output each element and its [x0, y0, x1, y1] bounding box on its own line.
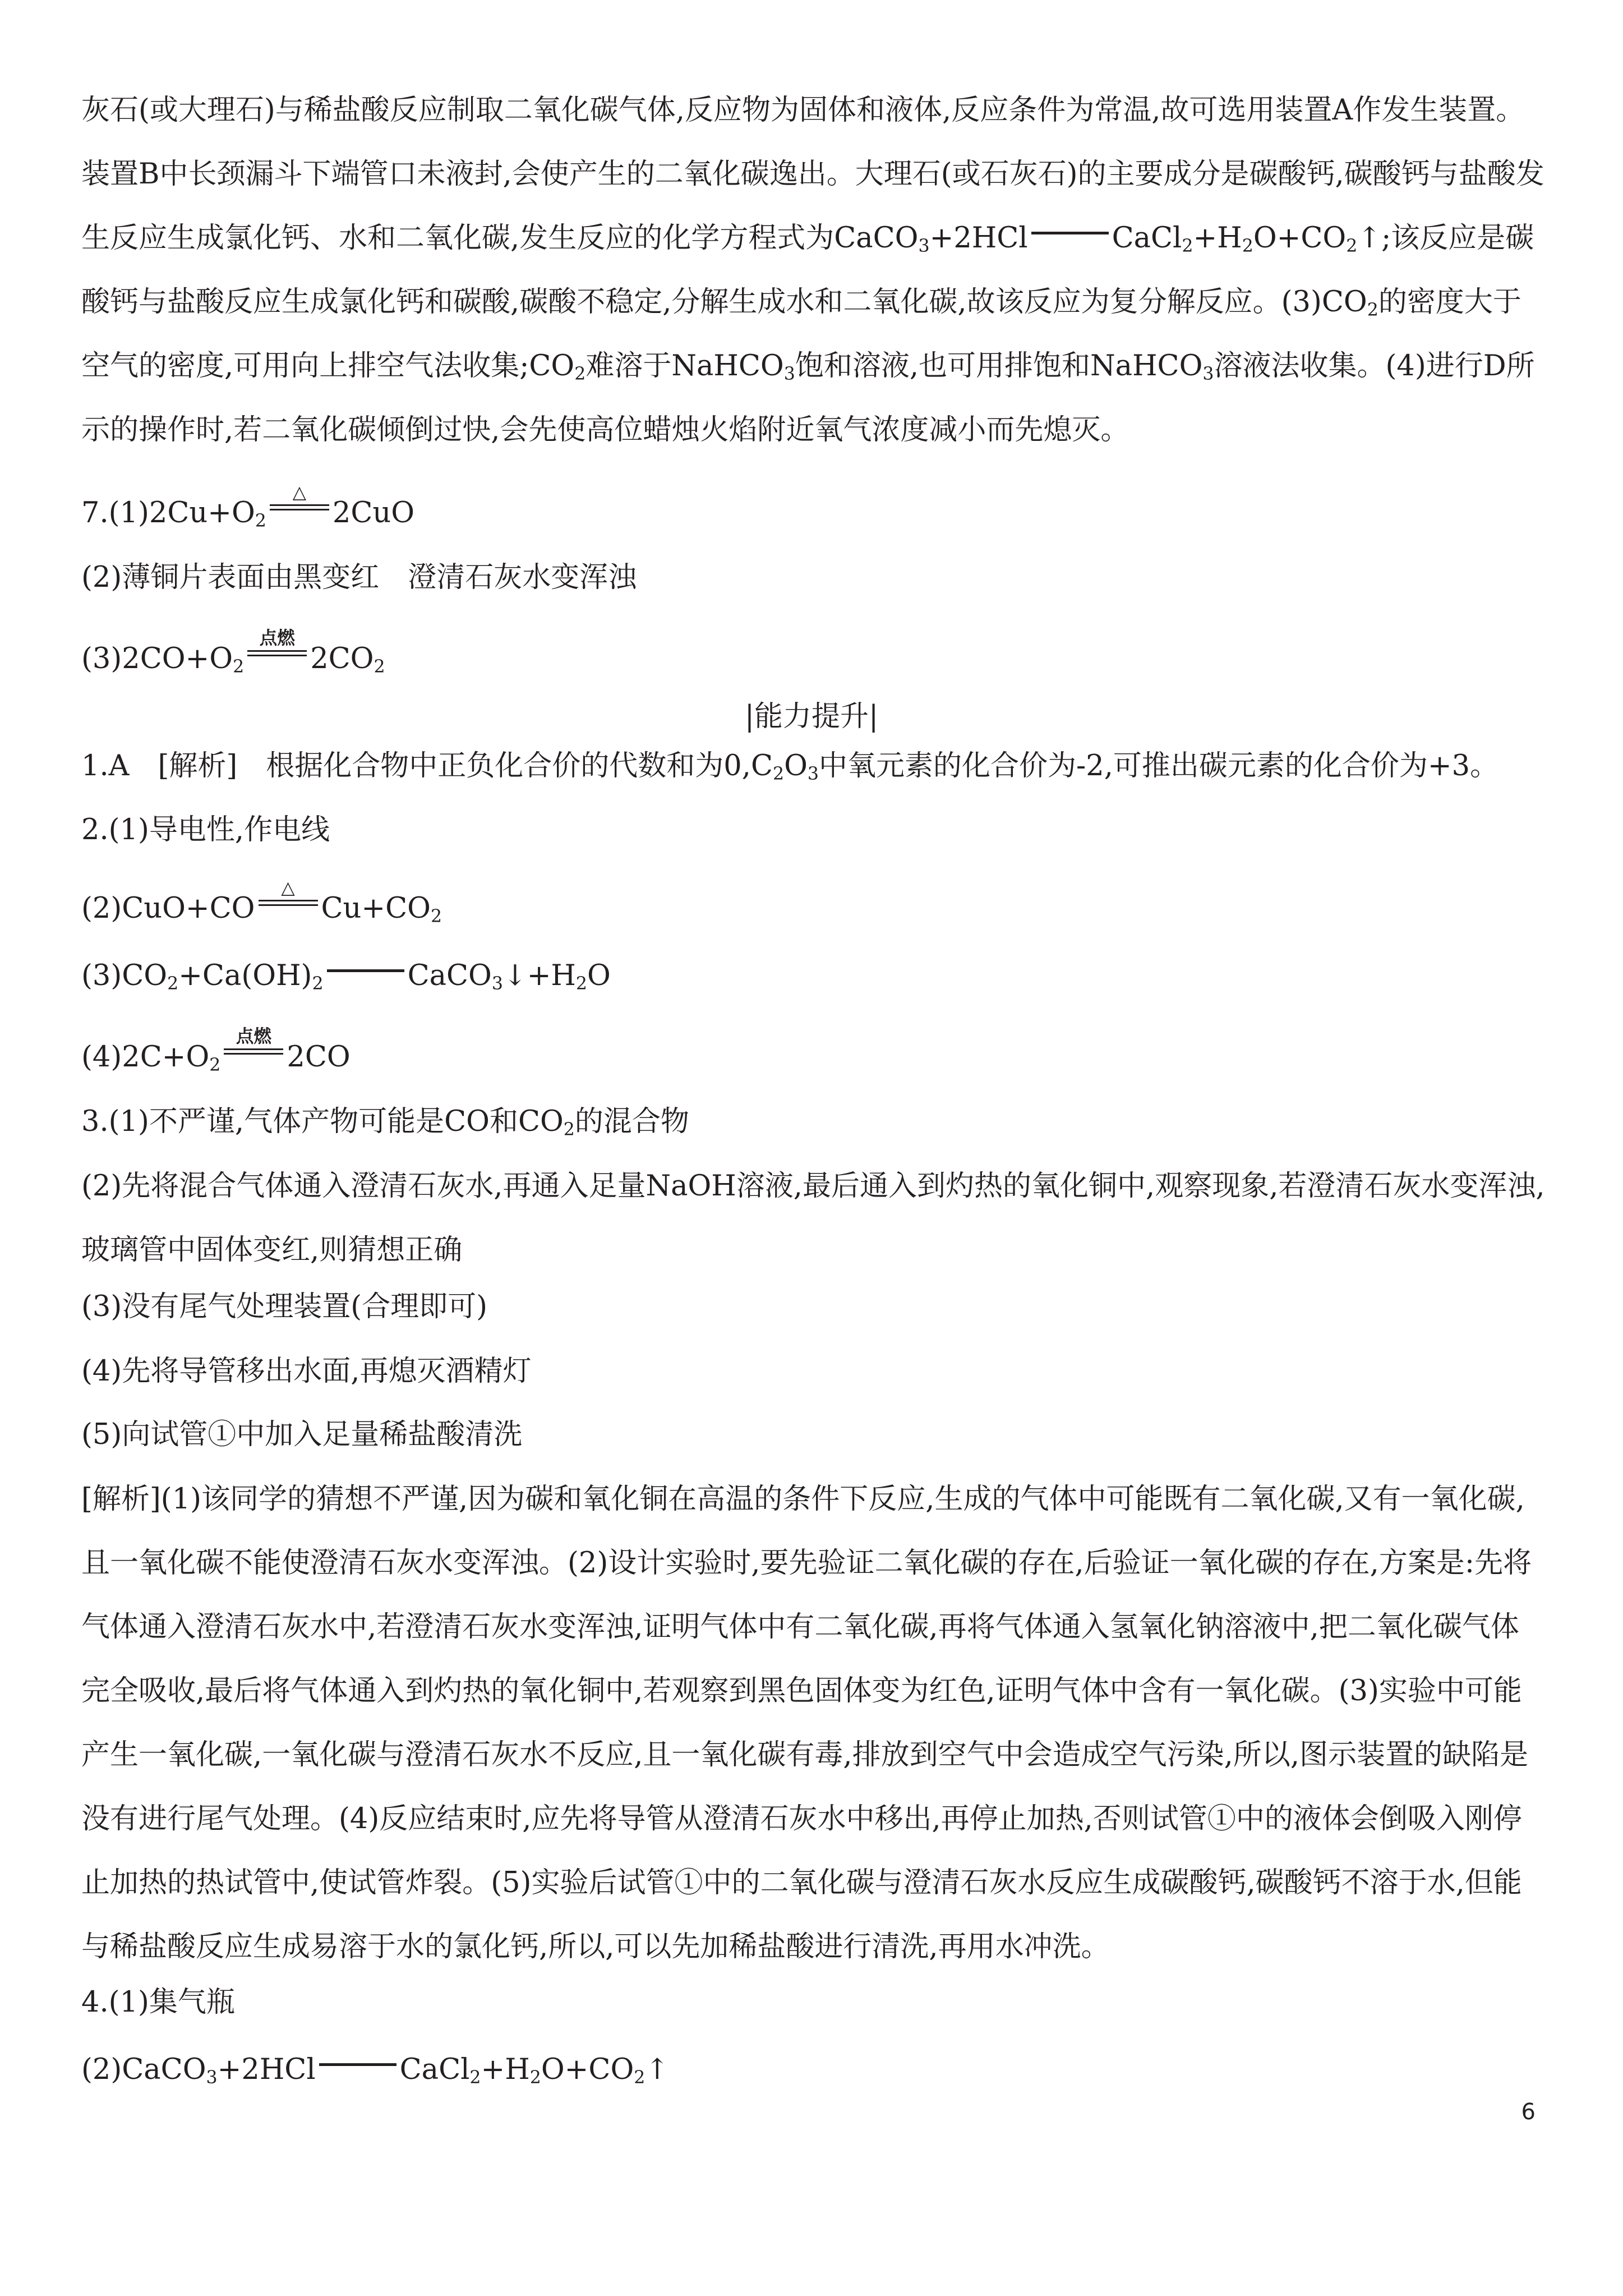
equals-sign — [1028, 219, 1112, 247]
answer-3-2: (2)先将混合气体通入澄清石灰水,再通入足量NaOH溶液,最后通入到灼热的氧化铜中,观察现象,若澄清石灰水变浑浊,玻璃管中固体变红,则猜想正确 — [81, 1170, 1545, 1267]
heat-condition-equals: △ — [255, 889, 321, 918]
answer-2-3: $(3)CO_2+Ca(OH)_2$ $CaCO_3↓+H_2O$ — [81, 956, 611, 993]
answer-4-1: 4.(1)集气瓶 — [81, 1986, 235, 2019]
equals-sign — [316, 2050, 400, 2079]
section-heading: |能力提升| — [744, 700, 879, 733]
answer-1: 1.A [解析] 根据化合物中正负化合价的代数和为$0,C_2O_3$中氧元素的化合价为-2,可推出碳元素的化合价为+3。 — [81, 749, 1499, 784]
answer-3-5: (5)向试管①中加入足量稀盐酸清洗 — [81, 1418, 523, 1451]
answer-7-2: (2)薄铜片表面由黑变红 澄清石灰水变浑浊 — [81, 561, 637, 594]
answer-3-4: (4)先将导管移出水面,再熄灭酒精灯 — [81, 1355, 532, 1388]
answer-2-1: 2.(1)导电性,作电线 — [81, 813, 330, 846]
ignite-condition-equals: 点燃 — [220, 1038, 287, 1066]
answer-3-1: 3.(1)不严谨,气体产物可能是CO和$CO_2$的混合物 — [81, 1105, 689, 1140]
answer-3-3: (3)没有尾气处理装置(合理即可) — [81, 1290, 488, 1323]
answer-2-4: $(4)2C+O_2$ 点燃 2CO — [81, 1026, 351, 1075]
equals-sign — [324, 956, 408, 985]
answer-2-2: (2)CuO+CO △ $Cu+CO_2$ — [81, 877, 442, 927]
answer-7-3: $(3)2CO+O_2$ 点燃 $2CO_2$ — [81, 628, 385, 677]
ignite-condition-equals: 点燃 — [244, 639, 310, 668]
paragraph-q6-explanation: 灰石(或大理石)与稀盐酸反应制取二氧化碳气体,反应物为固体和液体,反应条件为常温,故可选用装置A作发生装置。装置B中长颈漏斗下端管口未液封,会使产生的二氧化碳逸出。大理石(或石灰石)的主要成分是碳酸钙,碳酸钙与盐酸发生反应生成氯化钙、水和二氧化碳,发生反应的化学方程式为CaCO$_3$+2HCl $CaCl_2+H_2O+CO_2↑$;该反应是碳酸钙与盐酸反应生成氯化钙和碳酸,碳酸不稳定,分解生成水和二氧化碳,故该反应为复分解反应。$(3)CO_2$的密度大于空气的密度,可用向上排空气法收集$;CO_2$难溶于NaHCO$_3$饱和溶液,也可用排饱和NaHCO$_3$溶液法收集。(4)进行D所示的操作时,若二氧化碳倾倒过快,会先使高位蜡烛火焰附近氧气浓度减小而先熄灭。 — [81, 94, 1544, 447]
page-number: 6 — [1521, 2099, 1536, 2125]
answer-7-1: $7.(1)2Cu+O_2$ △ 2CuO — [81, 482, 415, 531]
answer-3-explanation: [解析](1)该同学的猜想不严谨,因为碳和氧化铜在高温的条件下反应,生成的气体中可能既有二氧化碳,又有一氧化碳,且一氧化碳不能使澄清石灰水变浑浊。(2)设计实验时,要先验证二氧化碳的存在,后验证一氧化碳的存在,方案是:先将气体通入澄清石灰水中,若澄清石灰水变浑浊,证明气体中有二氧化碳,再将气体通入氢氧化钠溶液中,把二氧化碳气体完全吸收,最后将气体通入到灼热的氧化铜中,若观察到黑色固体变为红色,证明气体中含有一氧化碳。(3)实验中可能产生一氧化碳,一氧化碳与澄清石灰水不反应,且一氧化碳有毒,排放到空气中会造成空气污染,所以,图示装置的缺陷是没有进行尾气处理。(4)反应结束时,应先将导管从澄清石灰水中移出,再停止加热,否则试管①中的液体会倒吸入刚停止加热的热试管中,使试管炸裂。(5)实验后试管①中的二氧化碳与澄清石灰水反应生成碳酸钙,碳酸钙不溶于水,但能与稀盐酸反应生成易溶于水的氯化钙,所以,可以先加稀盐酸进行清洗,再用水冲洗。 — [81, 1483, 1532, 1963]
answer-4-2: (2)CaCO$_3$+2HCl $CaCl_2+H_2O+CO_2↑$ — [81, 2050, 669, 2087]
heat-condition-equals: △ — [266, 494, 333, 522]
